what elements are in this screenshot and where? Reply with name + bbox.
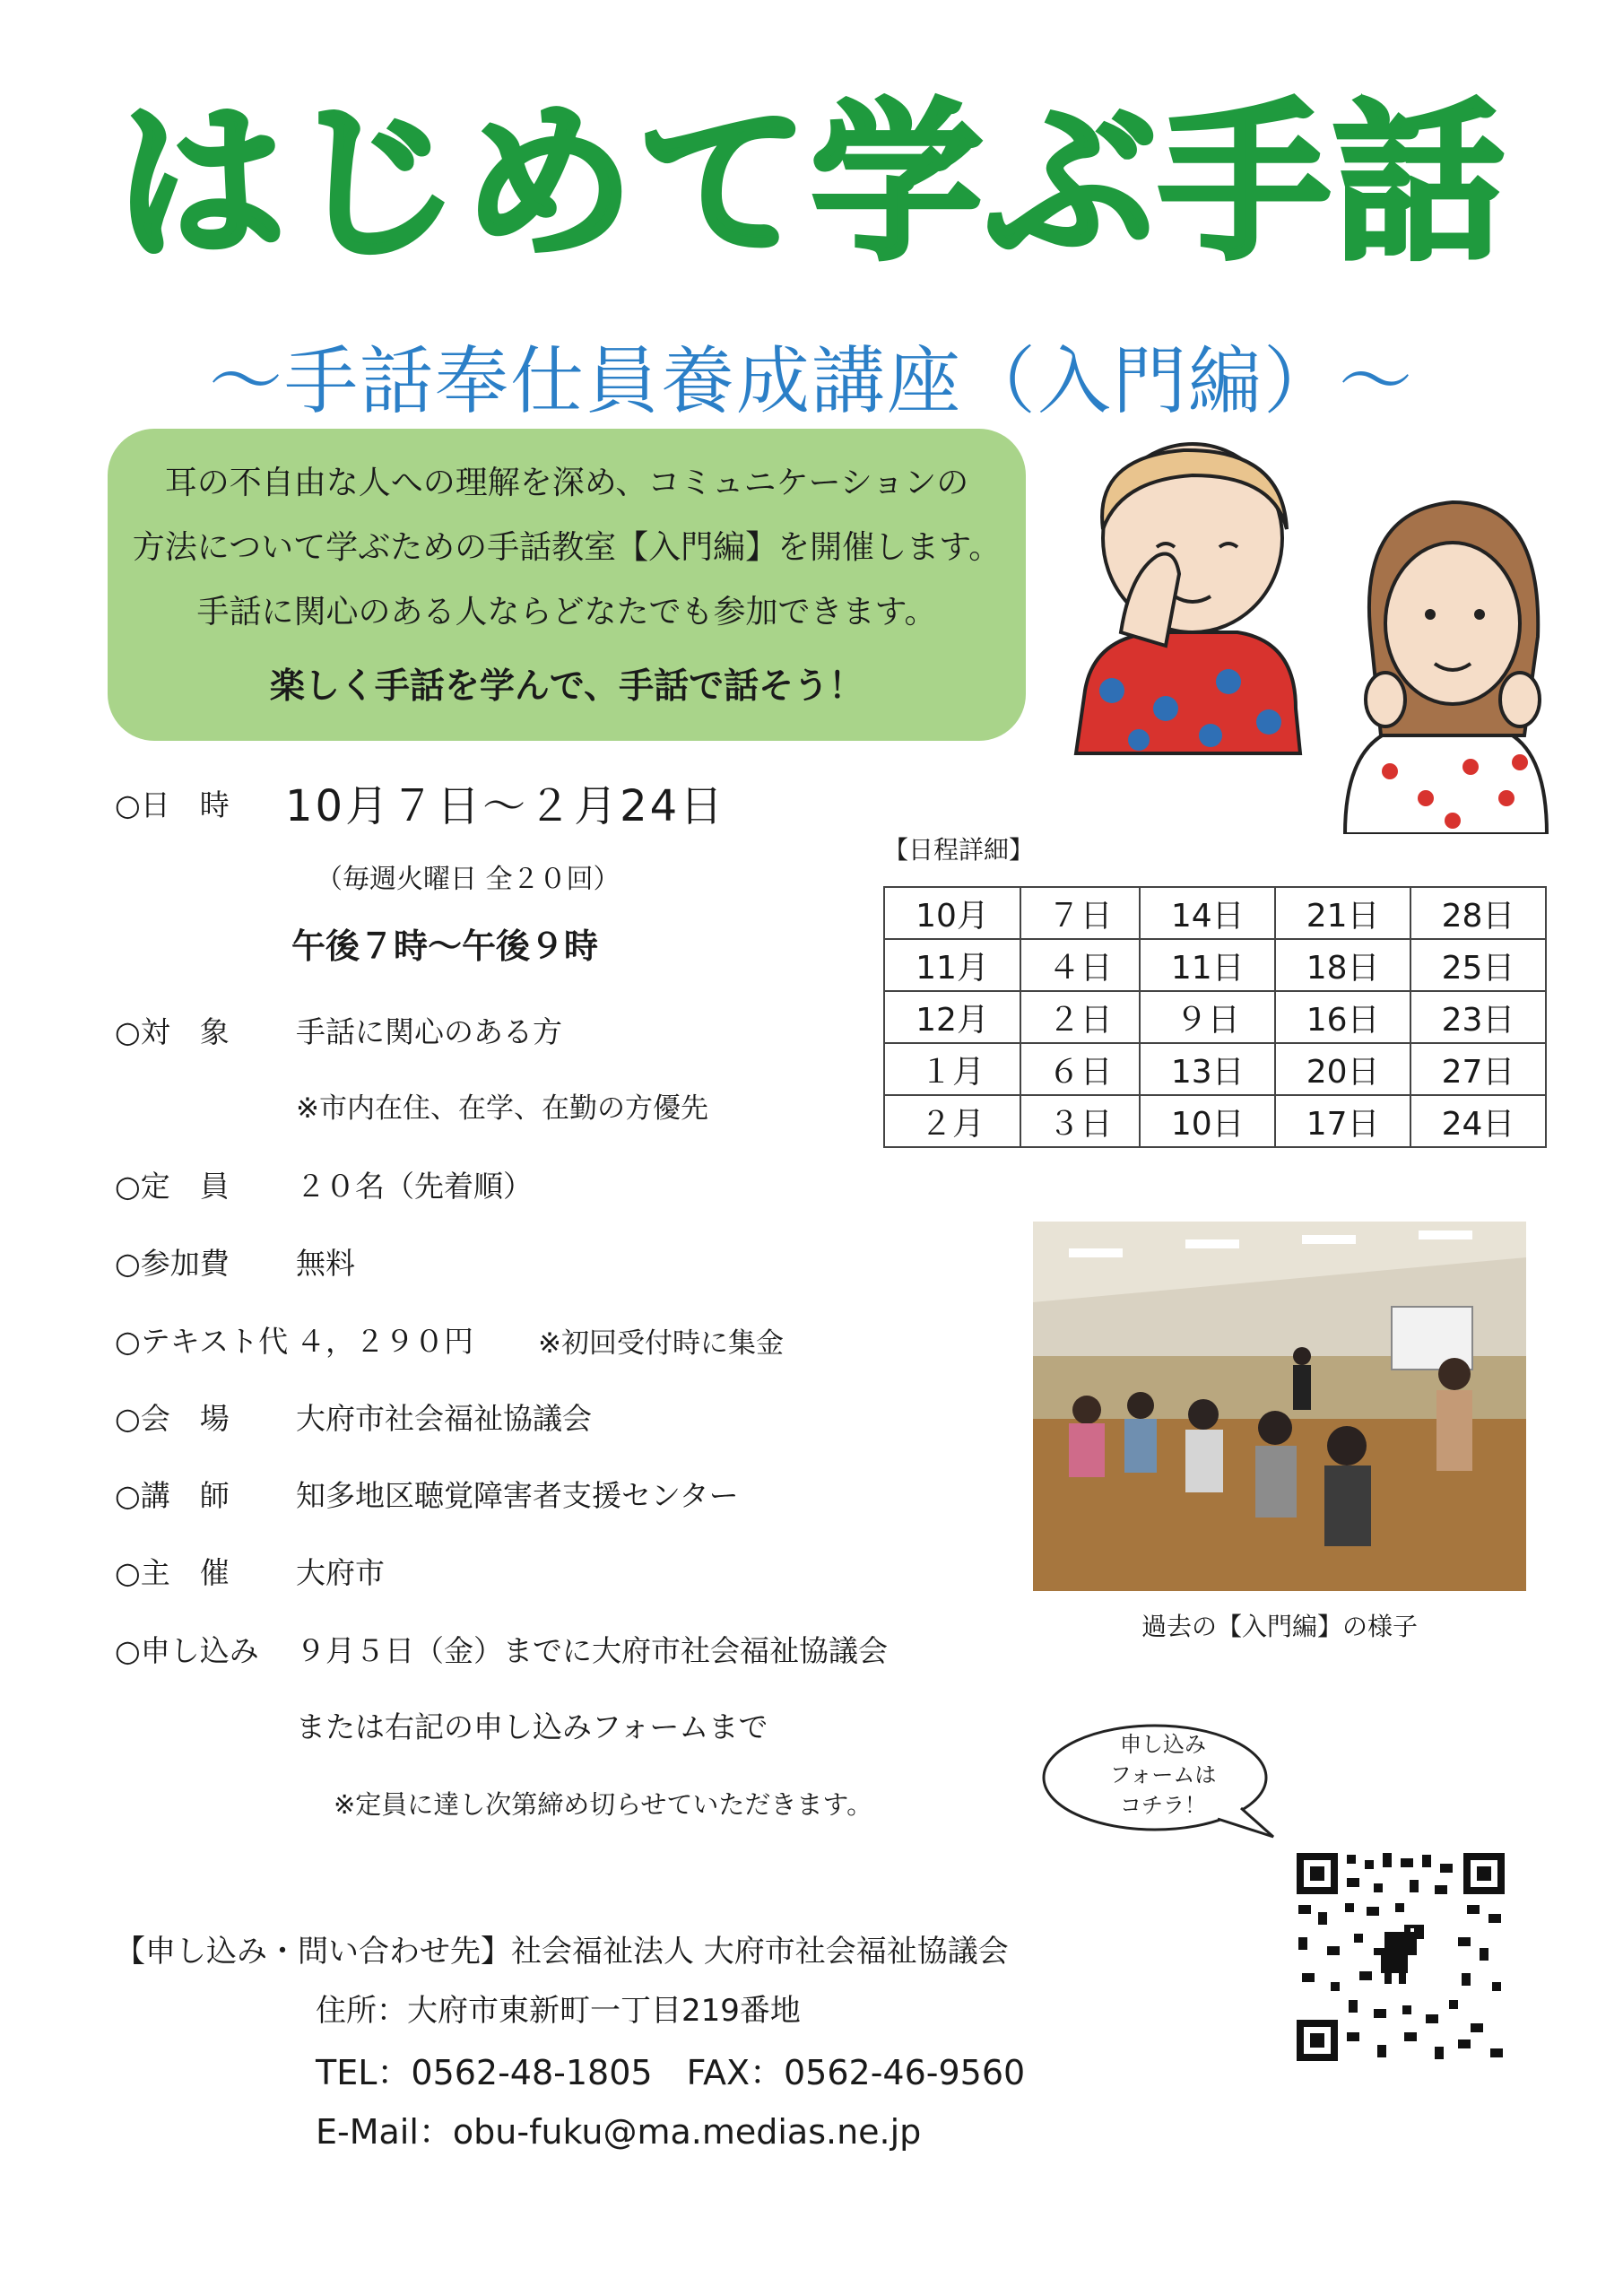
venue-value: 大府市社会福祉協議会 bbox=[296, 1401, 592, 1436]
class-photo bbox=[1033, 1222, 1526, 1591]
poster-title: はじめて学ぶ手話 bbox=[115, 84, 1507, 283]
table-row bbox=[884, 1095, 1546, 1147]
table-cell: ３日 bbox=[1020, 1095, 1140, 1147]
venue-label: ○会 場 bbox=[115, 1401, 230, 1436]
contact-phone: TEL：0562-48-1805 FAX：0562-46-9560 bbox=[316, 2053, 1026, 2092]
table-row bbox=[884, 939, 1546, 991]
table-cell: １月 bbox=[884, 1043, 1020, 1095]
apply-value: ９月５日（金）までに大府市社会福祉協議会 bbox=[296, 1633, 888, 1668]
intro-box bbox=[108, 429, 1026, 741]
table-row bbox=[884, 1043, 1546, 1095]
contact-address: 住所：大府市東新町一丁目219番地 bbox=[316, 1993, 801, 2029]
table-row bbox=[884, 887, 1546, 939]
apply-label: ○申し込み bbox=[115, 1633, 259, 1668]
table-cell: 25日 bbox=[1410, 939, 1546, 991]
lecturer-value: 知多地区聴覚障害者支援センター bbox=[296, 1478, 739, 1513]
table-cell: 21日 bbox=[1275, 887, 1410, 939]
table-cell: 10日 bbox=[1140, 1095, 1275, 1147]
table-cell: 23日 bbox=[1410, 991, 1546, 1043]
target-note: ※市内在住、在学、在勤の方優先 bbox=[296, 1092, 708, 1125]
text-fee-label: ○テキスト代 bbox=[115, 1324, 289, 1359]
table-cell: ４日 bbox=[1020, 939, 1140, 991]
intro-line: 耳の不自由な人への理解を深め、コミュニケーションの bbox=[164, 465, 969, 501]
table-cell: 18日 bbox=[1275, 939, 1410, 991]
table-cell: ７日 bbox=[1020, 887, 1140, 939]
table-cell: 10月 bbox=[884, 887, 1020, 939]
host-value: 大府市 bbox=[296, 1555, 385, 1590]
table-cell: ６日 bbox=[1020, 1043, 1140, 1095]
table-cell: 16日 bbox=[1275, 991, 1410, 1043]
qr-code[interactable] bbox=[1291, 1848, 1510, 2066]
poster-subtitle: ～手話奉仕員養成講座（入門編）～ bbox=[208, 339, 1414, 424]
contact-email: E-Mail：obu-fuku@ma.medias.ne.jp bbox=[316, 2112, 922, 2152]
target-value: 手話に関心のある方 bbox=[296, 1014, 562, 1049]
table-cell: 11日 bbox=[1140, 939, 1275, 991]
date-value: 10月７日～２月24日 bbox=[285, 781, 726, 831]
bubble-line: 申し込み bbox=[1120, 1732, 1206, 1757]
intro-highlight: 楽しく手話を学んで、手話で話そう！ bbox=[269, 666, 864, 707]
target-label: ○対 象 bbox=[115, 1014, 230, 1049]
table-cell: 13日 bbox=[1140, 1043, 1275, 1095]
text-fee-value: ４，２９０円 bbox=[296, 1324, 473, 1359]
lecturer-label: ○講 師 bbox=[115, 1478, 230, 1513]
apply-note: ※定員に達し次第締め切らせていただきます。 bbox=[334, 1789, 873, 1820]
bubble-line: コチラ！ bbox=[1120, 1793, 1206, 1818]
table-cell: 27日 bbox=[1410, 1043, 1546, 1095]
table-cell: 24日 bbox=[1410, 1095, 1546, 1147]
date-note: （毎週火曜日 全２０回） bbox=[316, 864, 621, 895]
capacity-label: ○定 員 bbox=[115, 1169, 230, 1204]
photo-caption: 過去の【入門編】の様子 bbox=[1141, 1612, 1418, 1641]
table-cell: ９日 bbox=[1140, 991, 1275, 1043]
fee-label: ○参加費 bbox=[115, 1246, 230, 1281]
table-cell: 11月 bbox=[884, 939, 1020, 991]
apply-value-2: または右記の申し込みフォームまで bbox=[296, 1709, 768, 1744]
table-cell: ２月 bbox=[884, 1095, 1020, 1147]
contact-heading: 【申し込み・問い合わせ先】社会福祉法人 大府市社会福祉協議会 bbox=[115, 1934, 1009, 1970]
bubble-line: フォームは bbox=[1109, 1762, 1217, 1787]
text-fee-note: ※初回受付時に集金 bbox=[538, 1327, 784, 1360]
fee-value: 無料 bbox=[296, 1246, 355, 1281]
intro-line: 手話に関心のある人ならどなたでも参加できます。 bbox=[196, 594, 937, 631]
intro-line: 方法について学ぶための手話教室【入門編】を開催します。 bbox=[132, 529, 1002, 566]
time-value: 午後７時～午後９時 bbox=[291, 926, 599, 966]
table-cell: 17日 bbox=[1275, 1095, 1410, 1147]
speech-bubble-text bbox=[1049, 1729, 1277, 1821]
table-cell: 14日 bbox=[1140, 887, 1275, 939]
signing-people-illustration bbox=[1058, 439, 1560, 834]
table-cell: 12月 bbox=[884, 991, 1020, 1043]
table-row bbox=[884, 991, 1546, 1043]
table-cell: 20日 bbox=[1275, 1043, 1410, 1095]
table-cell: 28日 bbox=[1410, 887, 1546, 939]
table-cell: ２日 bbox=[1020, 991, 1140, 1043]
host-label: ○主 催 bbox=[115, 1555, 230, 1590]
schedule-table bbox=[883, 886, 1547, 1148]
schedule-caption: 【日程詳細】 bbox=[883, 835, 1035, 865]
capacity-value: ２０名（先着順） bbox=[296, 1169, 533, 1204]
date-label: ○日 時 bbox=[115, 787, 230, 822]
